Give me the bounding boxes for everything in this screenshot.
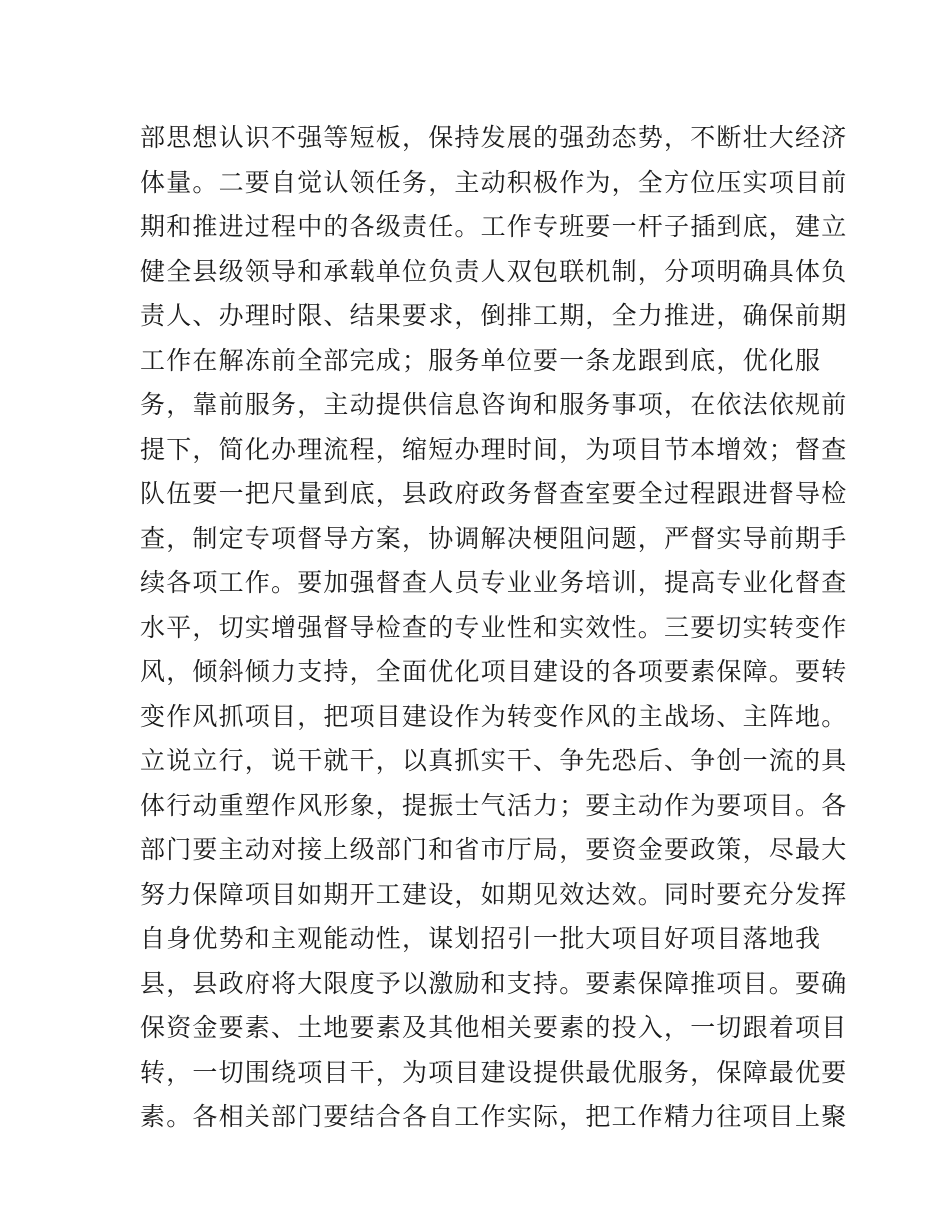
text-line-5: 责人、办理时限、结果要求，倒排工期，全力推进，确保前期 [140,301,848,330]
text-line-10: 查，制定专项督导方案，协调解决梗阻问题，严督实导前期手 [140,523,848,553]
text-line-6: 工作在解冻前全部完成；服务单位要一条龙跟到底，优化服 [140,345,822,375]
text-line-22: 转，一切围绕项目干，为项目建设提供最优服务，保障最优要 [140,1057,848,1087]
text-line-20: 县，县政府将大限度予以激励和支持。要素保障推项目。要确 [140,968,848,998]
text-line-7: 务，靠前服务，主动提供信息咨询和服务事项，在依法依规前 [140,390,848,419]
text-line-23: 素。各相关部门要结合各自工作实际，把工作精力往项目上聚 [140,1102,848,1131]
text-line-18: 努力保障项目如期开工建设，如期见效达效。同时要充分发挥 [140,879,848,909]
text-line-17: 部门要主动对接上级部门和省市厅局，要资金要政策，尽最大 [140,835,848,864]
text-line-4: 健全县级领导和承载单位负责人双包联机制，分项明确具体负 [140,256,848,286]
body-text [140,116,848,1140]
text-line-12: 水平，切实增强督导检查的专业性和实效性。三要切实转变作 [140,612,848,642]
text-line-8: 提下，简化办理流程，缩短办理时间，为项目节本增效；督查 [140,434,848,464]
text-line-11: 续各项工作。要加强督查人员专业业务培训，提高专业化督查 [140,568,848,597]
text-line-9: 队伍要一把尺量到底，县政府政务督查室要全过程跟进督导检 [140,479,848,508]
text-line-13: 风，倾斜倾力支持，全面优化项目建设的各项要素保障。要转 [140,657,848,686]
text-line-15: 立说立行，说干就干，以真抓实干、争先恐后、争创一流的具 [140,746,848,775]
text-line-14: 变作风抓项目，把项目建设作为转变作风的主战场、主阵地。 [140,701,848,731]
text-line-21: 保资金要素、土地要素及其他相关要素的投入，一切跟着项目 [140,1013,848,1042]
text-line-2: 体量。二要自觉认领任务，主动积极作为，全方位压实项目前 [140,167,848,197]
text-line-19: 自身优势和主观能动性，谋划招引一批大项目好项目落地我 [140,924,822,953]
text-line-16: 体行动重塑作风形象，提振士气活力；要主动作为要项目。各 [140,790,848,820]
text-line-3: 期和推进过程中的各级责任。工作专班要一杆子插到底，建立 [140,212,848,241]
text-line-1: 部思想认识不强等短板，保持发展的强劲态势，不断壮大经济 [140,123,848,152]
